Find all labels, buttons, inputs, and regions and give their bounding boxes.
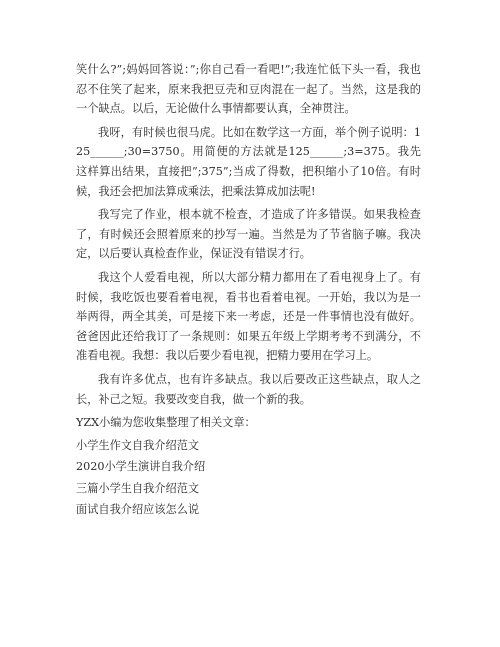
paragraph-4: 我这个人爱看电视，所以大部分精力都用在了看电视身上了。有时候，我吃饭也要看着电视，看书也看着电视。一开始，我以为是一举两得，两全其美，可是接下来一考虑，还是一件事情也没有做好。爸爸因此还给我订了一条规则：如果五年级上学期考考不到满分，不准看电视。我想：我以后要少看电视，把精力要用在学习上。 [76, 270, 421, 363]
related-articles-heading: YZX小编为您收集整理了相关文章： [76, 416, 256, 430]
paragraph-5: 我有许多优点，也有许多缺点。我以后要改正这些缺点，取人之长，补己之短。我要改变自我，做一个新的我。 [76, 372, 421, 406]
related-article-link[interactable]: 三篇小学生自我介绍范文 [76, 481, 200, 495]
paragraph-3: 我写完了作业，根本就不检查，才造成了许多错误。如果我检查了，有时候还会照着原来的抄写一遍。当然是为了节省脑子嘛。我决定，以后要认真检查作业，保证没有错误才行。 [76, 208, 421, 261]
paragraph-2: 我呀，有时候也很马虎。比如在数学这一方面，举个例子说明：125______;30=3750。用简便的方法就是125______;3=375。我先这样算出结果，直接把”;375”;当成了得数，把积缩小了10倍。有时候，我还会把加法算成乘法，把乘法算成加法呢! [76, 125, 421, 198]
related-article-link[interactable]: 2020小学生演讲自我介绍 [76, 460, 206, 474]
related-articles-list [76, 436, 421, 520]
document-body [76, 60, 421, 522]
related-article-link[interactable]: 小学生作文自我介绍范文 [76, 438, 200, 452]
paragraph-1: 笑什么?”;妈妈回答说：”;你自己看一看吧!”;我连忙低下头一看，我也忍不住笑了起来，原来我把豆壳和豆肉混在一起了。当然，这是我的一个缺点。以后，无论做什么事情都要认真，全神贯注。 [76, 63, 421, 116]
related-article-link[interactable]: 面试自我介绍应该怎么说 [76, 503, 200, 517]
